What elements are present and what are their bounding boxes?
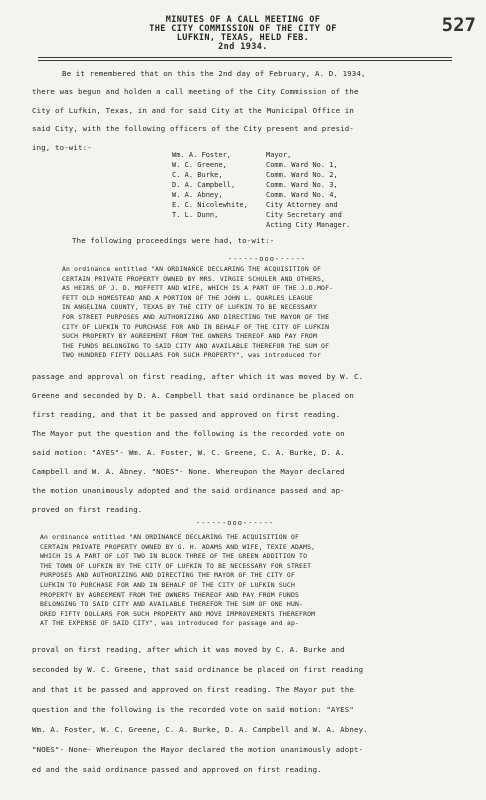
officer-name: W. C. Greene, <box>172 161 227 169</box>
officer-title: Comm. Ward No. 3, <box>266 181 338 189</box>
officer-title: Mayor, <box>266 151 292 159</box>
ordinance-title-line: An ordinance entitled "AN ORDINANCE DECLARING THE ACQUISITION OF <box>62 265 322 273</box>
ordinance-body-line: said motion: "AYES"- Wm. A. Foster, W. C. Greene, C. A. Burke, D. A. <box>32 448 345 457</box>
header-line: LUFKIN, TEXAS, HELD FEB. <box>176 33 310 43</box>
ordinance-title-line: CERTAIN PRIVATE PROPERTY OWNED BY MRS. VIRGIE SCHULER AND OTHERS, <box>62 274 326 283</box>
ordinance-title-line: SUCH PROPERTY BY AGREEMENT FROM THE OWNERS THEREOF AND PAY FROM <box>62 332 317 341</box>
ordinance-body-line: Wm. A. Foster, W. C. Greene, C. A. Burke, D. A. Campbell and W. A. Abney. <box>32 725 368 734</box>
ordinance-title-line: IN ANGELINA COUNTY, TEXAS BY THE CITY OF LUFKIN TO BE NECESSARY <box>62 303 317 312</box>
intro-paragraph <box>62 64 366 83</box>
officer-row <box>172 210 350 220</box>
officer-row <box>172 200 350 210</box>
page-number: 527 <box>441 14 476 36</box>
header-line: THE CITY COMMISSION OF THE CITY OF <box>149 24 337 34</box>
ordinance-title-line: TWO HUNDRED FIFTY DOLLARS FOR SUCH PROPERTY", was introduced for <box>62 351 322 360</box>
officer-row <box>172 180 350 190</box>
ordinance-body-line: The Mayor put the question and the following is the recorded vote on <box>32 429 345 438</box>
intro-line: there was begun and holden a call meeting of the City Commission of the <box>32 87 359 96</box>
ordinance-2-title <box>40 533 315 629</box>
intro-line: said City, with the following officers of the City present and presid- <box>32 124 354 133</box>
section-separator: ------ooo------ <box>228 255 307 263</box>
officer-row <box>172 150 350 160</box>
header-rule <box>38 57 452 58</box>
officer-title: Acting City Manager. <box>266 221 351 229</box>
ordinance-2-body <box>32 640 368 780</box>
ordinance-title-line: DRED FIFTY DOLLARS FOR SUCH PROPERTY AND MOVE IMPROVEMENTS THEREFROM <box>40 609 316 618</box>
header-line: 2nd 1934. <box>218 42 268 52</box>
ordinance-title-line: PROPERTY BY AGREEMENT FROM THE OWNERS THEREOF AND PAY FROM FUNDS <box>40 590 300 599</box>
ordinance-body-line: Campbell and W. A. Abney. "NOES"- None. Whereupon the Mayor declared <box>32 467 345 476</box>
ordinance-body-line: proved on first reading. <box>32 505 143 514</box>
officer-name <box>172 220 266 230</box>
ordinance-title-line: LUFKIN TO PURCHASE FOR AND IN BEHALF OF THE CITY OF LUFKIN SUCH <box>40 580 295 589</box>
officer-row <box>172 170 350 180</box>
minutes-header <box>0 16 486 52</box>
ordinance-body-line: first reading, and that it be passed and approved on first reading. <box>32 410 341 419</box>
officer-name: E. C. Nicolewhite, <box>172 201 248 209</box>
ordinance-body-line: Greene and seconded by D. A. Campbell that said ordinance be placed on <box>32 391 354 400</box>
ordinance-body-line: ed and the said ordinance passed and approved on first reading. <box>32 765 322 774</box>
ordinance-title-line: AT THE EXPENSE OF SAID CITY", was introduced for passage and ap- <box>40 619 300 628</box>
ordinance-title-line: THE TOWN OF LUFKIN BY THE CITY OF LUFKIN TO BE NECESSARY FOR STREET <box>40 561 312 570</box>
ordinance-1-body <box>32 367 363 519</box>
ordinance-title-line: AS HEIRS OF J. D. MOFFETT AND WIFE, WHICH IS A PART OF THE J.D.MOF- <box>62 284 334 293</box>
officer-name: D. A. Campbell, <box>172 181 236 189</box>
ordinance-title-line: BELONGING TO SAID CITY AND AVAILABLE THEREFOR THE SUM OF ONE HUN- <box>40 600 304 609</box>
ordinance-body-line: the motion unanimously adopted and the said ordinance passed and ap- <box>32 486 345 495</box>
header-rule <box>38 60 452 61</box>
ordinance-title-line: An ordinance entitled "AN ORDINANCE DECLARING THE ACQUISITION OF <box>40 533 300 541</box>
ordinance-title-line: THE FUNDS BELONGING TO SAID CITY AND AVAILABLE THEREFOR THE SUM OF <box>62 341 330 350</box>
ordinance-title-line: CITY OF LUFKIN TO PURCHASE FOR AND IN BEHALF OF THE CITY OF LUFKIN <box>62 322 330 331</box>
ordinance-body-line: question and the following is the recorded vote on said motion: "AYES" <box>32 705 354 714</box>
ordinance-title-line: WHICH IS A PART OF LOT TWO IN BLOCK THREE OF THE GREEN ADDITION TO <box>40 552 308 561</box>
officer-row <box>172 220 350 230</box>
officer-name: C. A. Burke, <box>172 171 223 179</box>
ordinance-body-line: proval on first reading, after which it was moved by C. A. Burke and <box>32 645 345 654</box>
officer-title: Comm. Ward No. 2, <box>266 171 338 179</box>
officers-list <box>172 150 350 230</box>
ordinance-body-line: seconded by W. C. Greene, that said ordinance be placed on first reading <box>32 665 364 674</box>
officer-row <box>172 190 350 200</box>
section-separator: ------ooo------ <box>196 519 275 527</box>
ordinance-body-line: "NOES"- None- Whereupon the Mayor declared the motion unanimously adopt- <box>32 745 364 754</box>
ordinance-title-line: FOR STREET PURPOSES AND AUTHORIZING AND DIRECTING THE MAYOR OF THE <box>62 312 330 321</box>
intro-line: Be it remembered that on this the 2nd day of February, A. D. 1934, <box>62 69 366 78</box>
officer-title: Comm. Ward No. 4, <box>266 191 338 199</box>
ordinance-body-line: and that it be passed and approved on first reading. The Mayor put the <box>32 685 354 694</box>
ordinance-title-line: PURPOSES AND AUTHORIZING AND DIRECTING THE MAYOR OF THE CITY OF <box>40 571 295 580</box>
officer-title: City Secretary and <box>266 211 342 219</box>
intro-paragraph-body <box>32 83 359 157</box>
ordinance-title-line: FETT OLD HOMESTEAD AND A PORTION OF THE JOHN L. QUARLES LEAGUE <box>62 293 313 302</box>
ordinance-body-line: passage and approval on first reading, after which it was moved by W. C. <box>32 372 364 381</box>
officer-row <box>172 160 350 170</box>
officer-title: Comm. Ward No. 1, <box>266 161 338 169</box>
ordinance-title-line: CERTAIN PRIVATE PROPERTY OWNED BY G. H. ADAMS AND WIFE, TEXIE ADAMS, <box>40 542 316 551</box>
officer-title: City Attorney and <box>266 201 338 209</box>
ordinance-1-title <box>62 265 333 361</box>
proceedings-intro: The following proceedings were had, to-wit:- <box>72 236 275 245</box>
officer-name: W. A. Abney, <box>172 191 223 199</box>
header-line: MINUTES OF A CALL MEETING OF <box>165 15 321 25</box>
officer-name: T. L. Dunn, <box>172 211 219 219</box>
intro-line: City of Lufkin, Texas, in and for said City at the Municipal Office in <box>32 105 354 115</box>
intro-line: ing, to-wit:- <box>32 142 92 152</box>
officer-name: Wm. A. Foster, <box>172 151 232 159</box>
